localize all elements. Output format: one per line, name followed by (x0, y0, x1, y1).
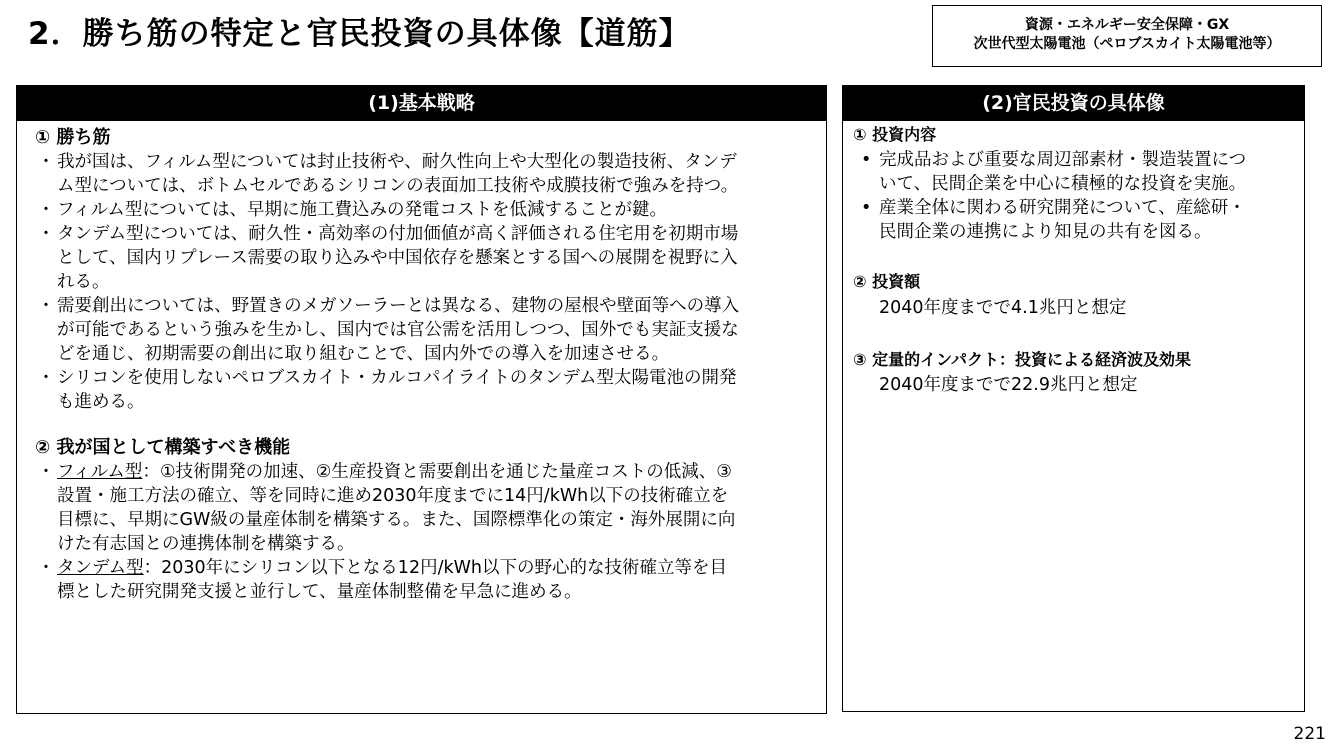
investment-amount-text: 2040年度までで4.1兆円と想定 (879, 298, 1127, 318)
page-number: 221 (1293, 724, 1326, 744)
category-tag-line1: 資源・エネルギー安全保障・GX (1024, 17, 1230, 33)
winning-path-heading: ① 勝ち筋 (35, 127, 111, 148)
list-item: ・ シリコンを使用しないペロブスカイト・カルコパイライトのタンデム型太陽電池の開発 も進める。 (37, 368, 737, 412)
investment-panel (842, 85, 1305, 712)
list-item: • 産業全体に関わる研究開発について、産総研・ 民間企業の連携により知見の共有を図る。 (861, 198, 1246, 242)
basic-strategy-panel (16, 85, 827, 714)
category-tag (932, 5, 1322, 67)
film-type-label: フィルム型 (57, 462, 143, 482)
list-item: ・ タンデム型：2030年にシリコン以下となる12円/kWh以下の野心的な技術確立等を目 標とした研究開発支援と並行して、量産体制整備を早急に進める。 (37, 558, 728, 602)
functions-heading: ② 我が国として構築すべき機能 (35, 437, 291, 458)
investment-header: (2)官民投資の具体像 (843, 86, 1304, 121)
investment-content-heading: ① 投資内容 (853, 125, 937, 144)
impact-heading: ③ 定量的インパクト：投資による経済波及効果 (853, 350, 1191, 369)
impact-text: 2040年度までで22.9兆円と想定 (879, 375, 1138, 395)
page-title: 2．勝ち筋の特定と官民投資の具体像【道筋】 (28, 16, 691, 52)
category-tag-line2: 次世代型太陽電池（ペロブスカイト太陽電池等） (973, 36, 1281, 52)
tandem-type-label: タンデム型 (57, 558, 144, 578)
list-item: ・ 我が国は、フィルム型については封止技術や、耐久性向上や大型化の製造技術、タンデ ム型については、ボトムセルであるシリコンの表面加工技術や成膜技術で強みを持つ。 (37, 152, 739, 196)
investment-amount-heading: ② 投資額 (853, 272, 921, 291)
investment-body (843, 121, 1304, 397)
list-item: ・ フィルム型については、早期に施工費込みの発電コストを低減することが鍵。 (37, 200, 668, 220)
basic-strategy-header: (1)基本戦略 (17, 86, 826, 121)
list-item: ・ 需要創出については、野置きのメガソーラーとは異なる、建物の屋根や壁面等への導入 が可能であるという強みを生かし、国内では官公需を活用しつつ、国外でも実証支援な どを通じ、初期需要の創出に取り組むことで、国内外での導入を加速させる。 (37, 296, 740, 364)
basic-strategy-body (17, 121, 826, 604)
list-item: • 完成品および重要な周辺部素材・製造装置につ いて、民間企業を中心に積極的な投資を実施。 (861, 150, 1247, 194)
list-item: ・ フィルム型：①技術開発の加速、②生産投資と需要創出を通じた量産コストの低減、③ 設置・施工方法の確立、等を同時に進め2030年度までに14円/kWh以下の技術確立を 目標に、早期にGW級の量産体制を構築する。また、国際標準化の策定・海外展開に向 けた有志国との連携体制を構築する。 (37, 462, 736, 554)
list-item: ・ タンデム型については、耐久性・高効率の付加価値が高く評価される住宅用を初期市場 として、国内リプレース需要の取り込みや中国依存を懸案とする国への展開を視野に入 れる。 (37, 224, 739, 292)
